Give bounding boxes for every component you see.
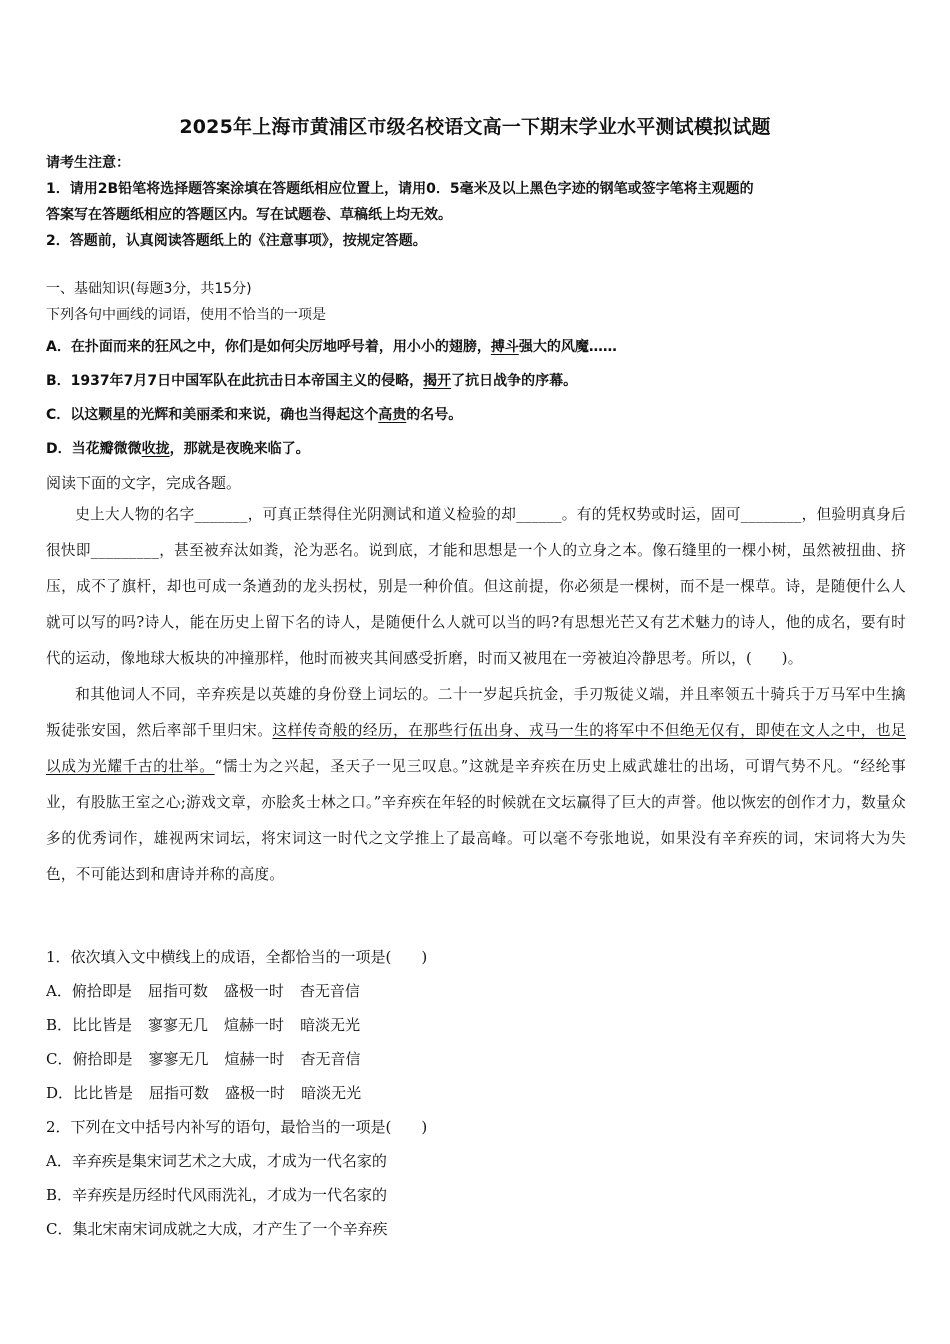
notice-heading: 请考生注意： [46, 155, 130, 171]
reading-paragraph-2 [46, 677, 906, 893]
option-a-underlined-word: 搏斗 [490, 339, 519, 355]
question-1-stem: 1．依次填入文中横线上的成语，全都恰当的一项是( ) [46, 948, 428, 966]
option-d-text-pre: D．当花瓣微微 [46, 441, 142, 457]
q1-option-d-word-3: 盛极一时 [225, 1084, 286, 1102]
option-c-underlined-word: 高贵 [378, 407, 407, 423]
reading-paragraph-2-intro: 和其他词人不同，辛弃疾是以英雄的身份登上词坛的。二十一岁起兵抗金，手刃叛徒义端，并且率领五十骑兵于万马军中生擒叛徒张安国，然后率部千里归宋。 [46, 686, 906, 739]
section-question: 下列各句中画线的词语，使用不恰当的一项是 [46, 307, 326, 323]
q1-option-a-word-2: 屈指可数 [147, 982, 208, 1000]
option-c [46, 404, 462, 424]
q1-option-a-word-3: 盛极一时 [223, 982, 284, 1000]
q1-option-a-word-4: 杳无音信 [299, 982, 360, 1000]
option-c-text-pre: C．以这颗星的光辉和美丽柔和来说，确也当得起这个 [46, 407, 379, 423]
question-1-option-d [46, 1082, 361, 1103]
reading-passage [46, 497, 906, 893]
question-1-option-b [46, 1014, 360, 1035]
reading-paragraph-2-rest: “懦士为之兴起，圣天子一见三叹息。”这就是辛弃疾在历史上威武雄壮的出场，可谓气势不凡。“经纶事业，有股肱王室之心;游戏文章，亦脍炙士林之口。”辛弃疾在年轻的时候就在文坛赢得了巨大的声誉。他以恢宏的创作才力，数量众多的优秀词作，雄视两宋词坛，将宋词这一时代之文学推上了最高峰。可以毫不夸张地说，如果没有辛弃疾的词，宋词将大为失色，不可能达到和唐诗并称的高度。 [46, 758, 907, 883]
question-2-option-a: A．辛弃疾是集宋词艺术之大成，才成为一代名家的 [46, 1152, 387, 1170]
option-d [46, 438, 310, 458]
question-2-option-b: B．辛弃疾是历经时代风雨洗礼，才成为一代名家的 [46, 1186, 388, 1204]
page-title: 2025年上海市黄浦区市级名校语文高一下期末学业水平测试模拟试题 [179, 116, 771, 138]
question-2-stem: 2．下列在文中括号内补写的语句，最恰当的一项是( ) [46, 1118, 428, 1136]
q1-option-c-word-4: 杳无音信 [300, 1050, 361, 1068]
reading-paragraph-1: 史上大人物的名字_______，可真正禁得住光阴测试和道义检验的却______。有的凭权势或时运，固可________，但验明真身后很快即_________，甚至被弃汰如粪，沦为恶名。说到底，才能和思想是一个人的立身之本。像石缝里的一棵小树，虽然被扭曲、挤压，成不了旗杆，却也可成一条遒劲的龙头拐杖，别是一种价值。但这前提，你必须是一棵树，而不是一棵草。诗，是随便什么人就可以写的吗?诗人，能在历史上留下名的诗人，是随便什么人就可以当的吗?有思想光芒又有艺术魅力的诗人，他的成名，要有时代的运动，像地球大板块的冲撞那样，他时而被夹其间感受折磨，时而又被甩在一旁被迫冷静思考。所以，( )。 [46, 506, 906, 667]
question-2-option-c: C．集北宋南宋词成就之大成，才产生了一个辛弃疾 [46, 1220, 388, 1238]
q1-option-c-label: C．俯拾即是 [46, 1050, 133, 1068]
notice-item-2: 2．答题前，认真阅读答题纸上的《注意事项》，按规定答题。 [46, 233, 427, 249]
option-b-underlined-word: 揭开 [423, 373, 452, 389]
option-a [46, 336, 617, 356]
option-b-text-post: 了抗日战争的序幕。 [451, 373, 578, 389]
question-1-option-c [46, 1048, 361, 1069]
notice-item-1-line-2: 答案写在答题纸相应的答题区内。写在试题卷、草稿纸上均无效。 [46, 207, 452, 223]
q1-option-d-word-2: 屈指可数 [149, 1084, 210, 1102]
option-d-underlined-word: 收拢 [141, 441, 170, 457]
option-c-text-post: 的名号。 [406, 407, 463, 423]
option-d-text-post: ，那就是夜晚来临了。 [169, 441, 310, 457]
q1-option-b-label: B．比比皆是 [46, 1016, 133, 1034]
q1-option-b-word-3: 煊赫一时 [224, 1016, 285, 1034]
q1-option-c-word-3: 煊赫一时 [224, 1050, 285, 1068]
option-a-text-post: 强大的风魔…… [518, 339, 617, 355]
section-heading: 一、基础知识(每题3分，共15分) [46, 281, 252, 297]
option-b-text-pre: B．1937年7月7日中国军队在此抗击日本帝国主义的侵略， [46, 373, 424, 389]
q1-option-d-label: D．比比皆是 [46, 1084, 134, 1102]
q1-option-b-word-4: 暗淡无光 [300, 1016, 361, 1034]
q1-option-d-word-4: 暗淡无光 [301, 1084, 362, 1102]
reading-instruction: 阅读下面的文字，完成各题。 [46, 474, 242, 492]
reading-paragraph-2-underlined-sentence: 这样传奇般的经历，在那些行伍出身、戎马一生的将军中不但绝无仅有，即使在文人之中，也足以成为光耀千古的壮举。 [46, 722, 906, 775]
question-1-option-a [46, 980, 360, 1001]
q1-option-a-label: A．俯拾即是 [46, 982, 132, 1000]
option-a-text-pre: A．在扑面而来的狂风之中，你们是如何尖厉地呼号着，用小小的翅膀， [46, 339, 491, 355]
option-b [46, 370, 577, 390]
q1-option-b-word-2: 寥寥无几 [148, 1016, 209, 1034]
q1-option-c-word-2: 寥寥无几 [148, 1050, 209, 1068]
notice-item-1-line-1: 1．请用2B铅笔将选择题答案涂填在答题纸相应位置上，请用0．5毫米及以上黑色字迹的钢笔或签字笔将主观题的 [46, 181, 754, 197]
